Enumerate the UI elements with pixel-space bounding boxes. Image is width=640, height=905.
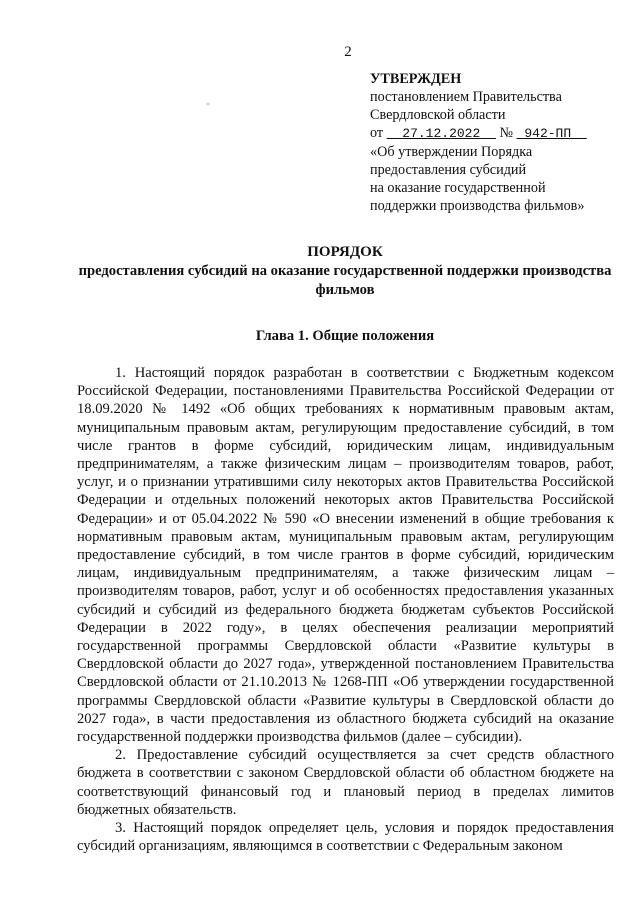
approval-doc-line-4: поддержки производства фильмов»: [370, 198, 585, 214]
approval-date: 27.12.2022: [402, 126, 481, 141]
document-title: ПОРЯДОК: [307, 244, 383, 260]
paragraph-2: 2. Предоставление субсидий осуществляется за счет средств областного бюджета в соответствии с законом Свердловской области об областном бюджете на соответствующий финансовый год и плановый период в пределах лимитов бюджетных обязательств.: [77, 747, 614, 818]
approval-date-number: [370, 124, 620, 143]
document-body: [77, 364, 614, 855]
approval-line-2: Свердловской области: [370, 107, 506, 123]
approval-doc-line-1: «Об утверждении Порядка: [370, 144, 533, 160]
page-number: 2: [344, 44, 352, 60]
approval-line-1: постановлением Правительства: [370, 89, 562, 105]
approval-number: 942-ПП: [524, 126, 572, 141]
scan-speck: [207, 103, 209, 105]
approval-stamp: [370, 70, 620, 215]
paragraph-1: 1. Настоящий порядок разработан в соответствии с Бюджетным кодексом Российской Федерации, постановлениями Правительства Российской Федерации от 18.09.2020 № 1492 «Об общих требованиях к нормативным правовым актам, муниципальным правовым актам, регулирующим предоставление субсидий, в том числе грантов в форме субсидий, юридическим лицам, индивидуальным предпринимателям, а также физическим лицам – производителям товаров, работ, услуг, и о признании утратившими силу некоторых актов Правительства Российской Федерации и отдельных положений некоторых актов Правительства Российской Федерации» и от 05.04.2022 № 590 «О внесении изменений в общие требования к нормативным правовым актам, муниципальным правовым актам, регулирующим предоставление субсидий, в том числе грантов в форме субсидий, юридическим лицам, индивидуальным предпринимателям, а также физическим лицам – производителям товаров, работ, услуг и об особенностях предоставления указанных субсидий и субсидий из федерального бюджета бюджетам субъектов Российской Федерации в 2022 году», в целях обеспечения реализации мероприятий государственной программы Свердловской области «Развитие культуры в Свердловской области до 2027 года», утвержденной постановлением Правительства Свердловской области от 21.10.2013 № 1268-ПП «Об утверждении государственной программы Свердловской области «Развитие культуры в Свердловской области до 2027 года», в части предоставления из областного бюджета субсидий на оказание государственной поддержки производства фильмов (далее – субсидии).: [77, 365, 614, 746]
approval-doc-line-2: предоставления субсидий: [370, 162, 527, 178]
document-title-block: [70, 243, 620, 300]
document-subtitle: предоставления субсидий на оказание государственной поддержки производства фильмов: [78, 263, 612, 298]
approval-heading: УТВЕРЖДЕН: [370, 71, 462, 87]
chapter-heading: Глава 1. Общие положения: [255, 328, 435, 344]
paragraph-3: 3. Настоящий порядок определяет цель, условия и порядок предоставления субсидий организациям, являющимся в соответствии с Федеральным законом: [77, 820, 614, 855]
approval-doc-line-3: на оказание государственной: [370, 180, 546, 196]
date-prefix: от: [370, 125, 384, 141]
number-prefix: №: [499, 125, 513, 141]
